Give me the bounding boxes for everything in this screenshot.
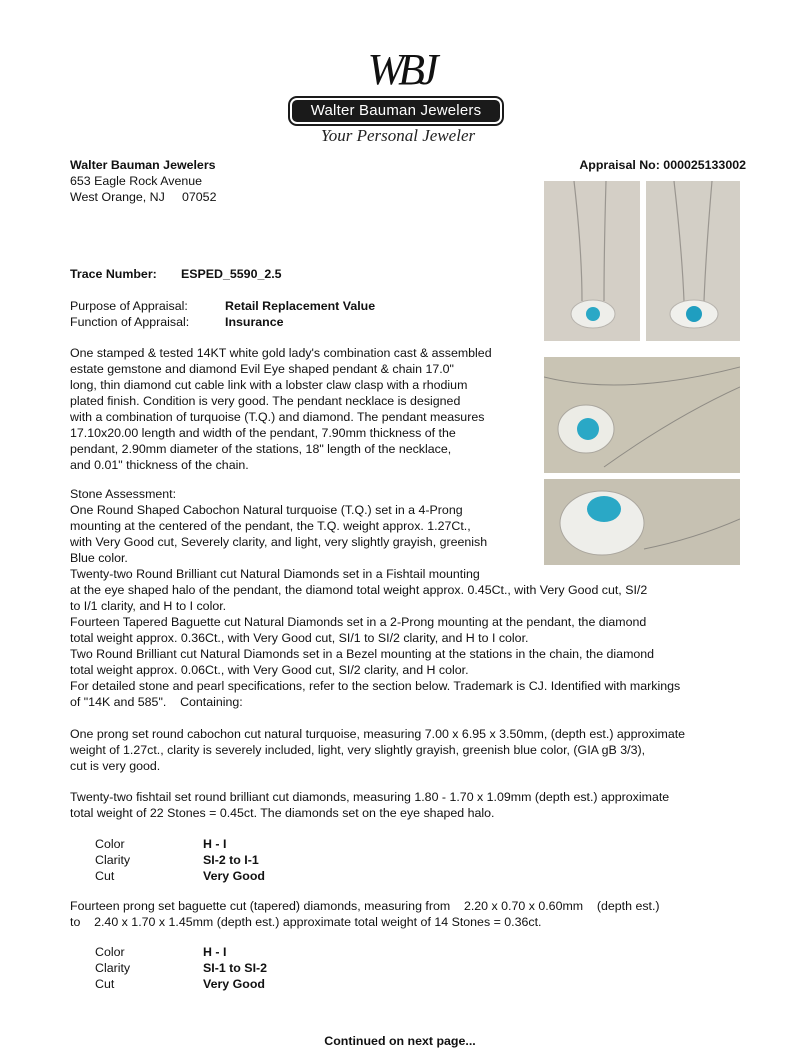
color-label: Color	[95, 945, 125, 959]
description-line: 17.10x20.00 length and width of the pendant, 7.90mm thickness of the	[70, 426, 456, 440]
stone-assessment-line: with Very Good cut, Severely clarity, and light, very slightly grayish, greenish	[70, 535, 488, 549]
company-address-line-1: 653 Eagle Rock Avenue	[70, 174, 203, 188]
continued-footer: Continued on next page...	[324, 1034, 476, 1048]
stone-assessment-line: of "14K and 585". Containing:	[70, 695, 243, 709]
logo-monogram: WBJ	[367, 45, 433, 94]
color-label: Color	[95, 837, 125, 851]
appraisal-number: Appraisal No: 000025133002	[579, 158, 746, 172]
trace-number-label: Trace Number:	[70, 267, 157, 281]
function-label: Function of Appraisal:	[70, 315, 190, 329]
description-line: long, thin diamond cut cable link with a lobster claw clasp with a rhodium	[70, 378, 468, 392]
stone-assessment-heading: Stone Assessment:	[70, 487, 177, 501]
clarity-label: Clarity	[95, 961, 131, 975]
fishtail-line: Twenty-two fishtail set round brilliant cut diamonds, measuring 1.80 - 1.70 x 1.09mm (depth est.) approximate	[70, 790, 670, 804]
turquoise-line: cut is very good.	[70, 759, 161, 773]
color-value: H - I	[203, 945, 227, 959]
clarity-label: Clarity	[95, 853, 131, 867]
company-name: Walter Bauman Jewelers	[70, 158, 216, 172]
photo-necklace-side	[544, 357, 740, 473]
description-line: with a combination of turquoise (T.Q.) and diamond. The pendant measures	[70, 410, 485, 424]
logo-plate	[290, 98, 502, 124]
stone-assessment-line: Two Round Brilliant cut Natural Diamonds set in a Bezel mounting at the stations in the chain, the diamond	[70, 647, 655, 661]
cut-value: Very Good	[203, 977, 265, 991]
description-line: One stamped & tested 14KT white gold lady's combination cast & assembled	[70, 346, 492, 360]
logo-plate-text: Walter Bauman Jewelers	[310, 102, 482, 119]
logo-tagline: Your Personal Jeweler	[320, 126, 476, 145]
stone-assessment-line: to I/1 clarity, and H to I color.	[70, 599, 227, 613]
description-line: pendant, 2.90mm diameter of the stations, 18" length of the necklace,	[70, 442, 452, 456]
stone-assessment-line: For detailed stone and pearl specifications, refer to the section below. Trademark is CJ. Identified with markings	[70, 679, 681, 693]
turquoise-line: weight of 1.27ct., clarity is severely included, light, very slightly grayish, greenish blue color, (GIA gB 3/3),	[70, 743, 646, 757]
description-line: plated finish. Condition is very good. The pendant necklace is designed	[70, 394, 461, 408]
cut-value: Very Good	[203, 869, 265, 883]
color-value: H - I	[203, 837, 227, 851]
purpose-label: Purpose of Appraisal:	[70, 299, 188, 313]
turquoise-line: One prong set round cabochon cut natural turquoise, measuring 7.00 x 6.95 x 3.50mm, (depth est.) approximate	[70, 727, 686, 741]
company-logo	[290, 40, 505, 150]
stone-assessment-line: at the eye shaped halo of the pendant, the diamond total weight approx. 0.45Ct., with Very Good cut, SI/2	[70, 583, 648, 597]
stone-assessment-line: total weight approx. 0.06Ct., with Very Good cut, SI/2 clarity, and H color.	[70, 663, 469, 677]
company-address	[70, 157, 216, 205]
purpose-value: Retail Replacement Value	[225, 299, 376, 313]
stone-assessment-line: Blue color.	[70, 551, 128, 565]
stone-assessment-line: One Round Shaped Cabochon Natural turquoise (T.Q.) set in a 4-Prong	[70, 503, 463, 517]
fishtail-line: total weight of 22 Stones = 0.45ct. The diamonds set on the eye shaped halo.	[70, 806, 495, 820]
photo-pendant-front-1	[544, 181, 640, 341]
cut-label: Cut	[95, 977, 115, 991]
company-address-line-2: West Orange, NJ 07052	[70, 190, 217, 204]
photo-pendant-closeup	[544, 479, 740, 565]
stone-assessment-line: mounting at the centered of the pendant, the T.Q. weight approx. 1.27Ct.,	[70, 519, 471, 533]
photo-pendant-front-2	[646, 181, 740, 341]
stone-assessment-line: Fourteen Tapered Baguette cut Natural Diamonds set in a 2-Prong mounting at the pendant, the diamond	[70, 615, 647, 629]
trace-number-value: ESPED_5590_2.5	[181, 267, 282, 281]
stone-assessment-line: Twenty-two Round Brilliant cut Natural Diamonds set in a Fishtail mounting	[70, 567, 480, 581]
description-line: and 0.01" thickness of the chain.	[70, 458, 249, 472]
function-value: Insurance	[225, 315, 284, 329]
clarity-value: SI-2 to I-1	[203, 853, 259, 867]
clarity-value: SI-1 to SI-2	[203, 961, 268, 975]
baguette-line: Fourteen prong set baguette cut (tapered) diamonds, measuring from 2.20 x 0.70 x 0.60mm (depth est.)	[70, 899, 660, 913]
baguette-line: to 2.40 x 1.70 x 1.45mm (depth est.) approximate total weight of 14 Stones = 0.36ct.	[70, 915, 542, 929]
cut-label: Cut	[95, 869, 115, 883]
stone-assessment-line: total weight approx. 0.36Ct., with Very Good cut, SI/1 to SI/2 clarity, and H to I color.	[70, 631, 529, 645]
description-line: estate gemstone and diamond Evil Eye shaped pendant & chain 17.0"	[70, 362, 454, 376]
